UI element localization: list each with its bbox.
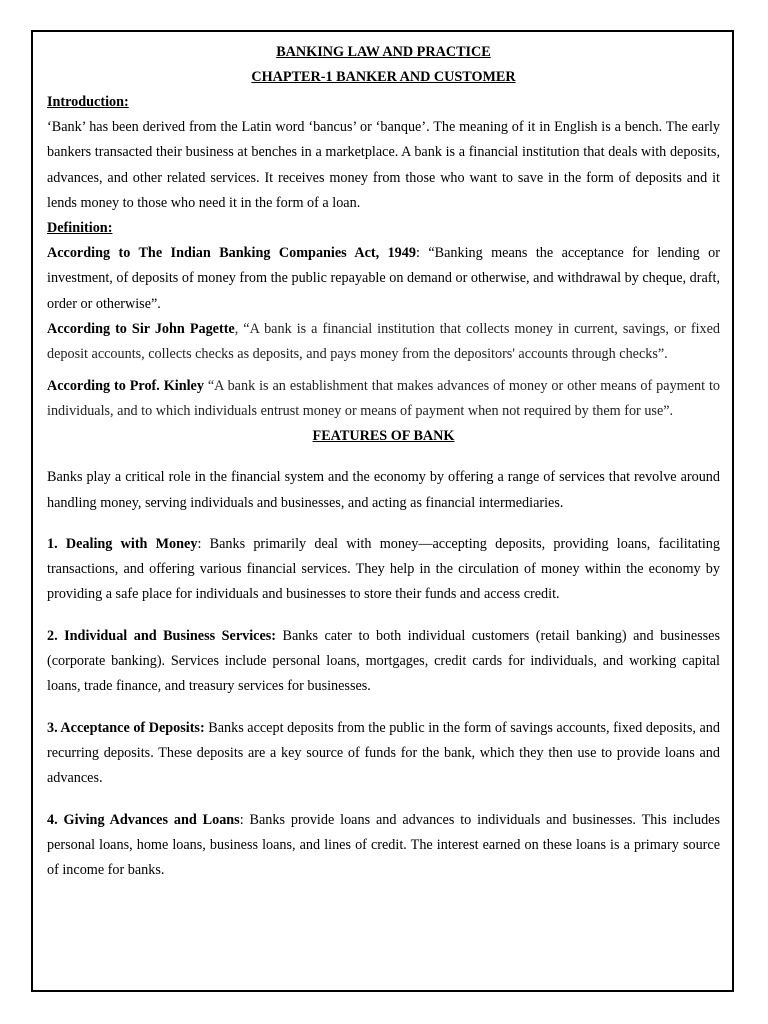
feature-text: Banks cater to both individual customers (retail banking) and businesses (corporate banking). Services include personal loans, mortgages, credit cards for individuals, and working capital loans, trade finance, and treasury services for businesses. (47, 627, 720, 695)
features-heading: FEATURES OF BANK (312, 428, 455, 445)
introduction-paragraph: ‘Bank’ has been derived from the Latin word ‘bancus’ or ‘banque’. The meaning of it in English is a bench. The early bankers transacted their business at benches in a marketplace. A bank is a financial institution that deals with deposits, advances, and other related services. It receives money from those who want to save in the form of deposits and it lends money to those who need it in the form of a loan. (47, 119, 720, 211)
definition-source: According to Prof. Kinley (47, 377, 204, 394)
definition-paragraph (47, 241, 720, 317)
feature-label: 1. Dealing with Money (47, 535, 198, 552)
features-intro: Banks play a critical role in the financial system and the economy by offering a range of services that revolve around handling money, serving individuals and businesses, and acting as financial intermediaries. (47, 469, 720, 511)
feature-text: : Banks provide loans and advances to individuals and businesses. This includes personal loans, home loans, business loans, and lines of credit. The interest earned on these loans is a primary source of income for banks. (47, 811, 720, 879)
definition-heading: Definition: (47, 220, 113, 237)
chapter-title: CHAPTER-1 BANKER AND CUSTOMER (251, 69, 516, 85)
definition-paragraph (47, 317, 720, 368)
feature-item (47, 532, 720, 608)
feature-item (47, 808, 720, 884)
feature-text: : Banks primarily deal with money—accepting deposits, providing loans, facilitating transactions, and offering various financial services. They help in the circulation of money within the economy by providing a safe place for individuals and businesses to store their funds and access credit. (47, 535, 720, 603)
feature-label: 2. Individual and Business Services: (47, 627, 276, 644)
definition-text: , “A bank is a financial institution that collects money in current, savings, or fixed deposit accounts, collects checks as deposits, and pays money from the depositors' accounts through checks”. (47, 321, 720, 363)
definition-text: “A bank is an establishment that makes advances of money or other means of payment to individuals, and to which individuals entrust money or means of payment when not required by them for use”. (47, 377, 720, 419)
definition-text: : “Banking means the acceptance for lending or investment, of deposits of money from the public repayable on demand or otherwise, and withdrawal by cheque, draft, order or otherwise”. (47, 245, 720, 312)
feature-label: 4. Giving Advances and Loans (47, 811, 240, 828)
document-body (47, 40, 720, 883)
definition-paragraph (47, 374, 720, 425)
feature-item (47, 624, 720, 700)
definition-source: According to Sir John Pagette (47, 321, 235, 338)
feature-item (47, 716, 720, 792)
feature-label: 3. Acceptance of Deposits: (47, 719, 205, 736)
feature-text: Banks accept deposits from the public in the form of savings accounts, fixed deposits, and recurring deposits. These deposits are a key source of funds for the bank, which they then use to provide loans and advances. (47, 719, 720, 787)
definition-source: According to The Indian Banking Companies Act, 1949 (47, 245, 416, 262)
introduction-heading: Introduction: (47, 94, 129, 110)
document-title: BANKING LAW AND PRACTICE (276, 44, 491, 60)
